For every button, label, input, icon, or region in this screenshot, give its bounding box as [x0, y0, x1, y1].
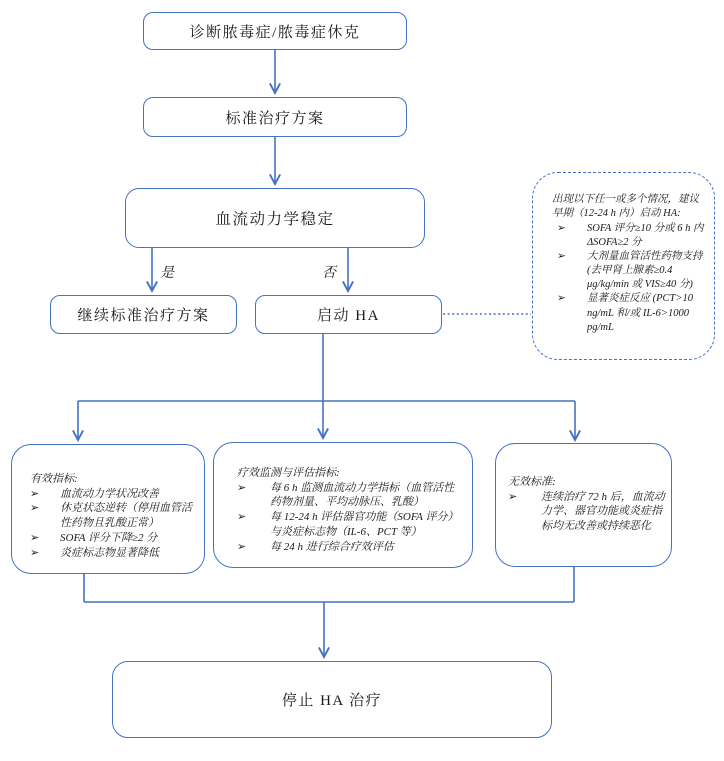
criteria-intro: 出现以下任一或多个情况，建议早期（12-24 h 内）启动 HA: — [552, 194, 699, 220]
branch-label-yes: 是 — [160, 266, 174, 281]
node-continue-standard — [50, 295, 237, 334]
monitoring-evaluation-panel — [213, 442, 473, 568]
arrow-bullet-icon: ➢ — [557, 293, 566, 305]
node-start-ha-label: 启动 HA — [317, 308, 380, 324]
node-continue-standard-label: 继续标准治疗方案 — [77, 308, 210, 324]
arrow-bullet-icon: ➢ — [557, 251, 566, 263]
arrow-bullet-icon: ➢ — [30, 546, 40, 559]
list-item-text: 炎症标志物显著降低 — [60, 546, 159, 559]
list-item — [508, 490, 665, 534]
list-item-text: 休克状态逆转（停用血管活性药物且乳酸正常） — [60, 502, 192, 530]
arrow-bullet-icon: ➢ — [237, 481, 247, 494]
ineffective-title: 无效标准: — [508, 476, 556, 488]
arrow-bullet-icon: ➢ — [30, 487, 40, 500]
arrow-bullet-icon: ➢ — [557, 223, 566, 235]
monitoring-title: 疗效监测与评估指标: — [237, 467, 340, 479]
effective-criteria-panel — [11, 444, 205, 574]
list-item — [237, 540, 464, 555]
list-item-text: 每 24 h 进行综合疗效评估 — [270, 540, 394, 553]
list-item-text: SOFA 评分下降≥2 分 — [60, 531, 158, 544]
list-item — [557, 222, 704, 250]
arrow-bullet-icon: ➢ — [30, 531, 40, 544]
criteria-callout-panel — [532, 172, 715, 360]
node-standard-treatment-label: 标准治疗方案 — [225, 110, 325, 127]
list-item — [237, 510, 464, 539]
list-item — [557, 250, 704, 292]
effective-list — [30, 487, 198, 561]
effective-title: 有效指标: — [30, 473, 78, 485]
list-item — [30, 546, 198, 561]
node-diagnosis — [143, 12, 407, 50]
list-item-text: 显著炎症反应 (PCT>10 ng/mL 和/或 IL-6>1000 pg/mL — [587, 293, 693, 333]
list-item-text: 每 12-24 h 评估器官功能（SOFA 评分）与炎症标志物（IL-6、PCT 等） — [270, 511, 459, 538]
node-diagnosis-label: 诊断脓毒症/脓毒症休克 — [189, 24, 361, 41]
list-item — [30, 487, 198, 502]
node-stop-ha-label: 停止 HA 治疗 — [281, 693, 383, 709]
list-item-text: SOFA 评分≥10 分或 6 h 内ΔSOFA≥2 分 — [587, 223, 704, 249]
node-standard-treatment — [143, 97, 407, 137]
list-item — [237, 481, 464, 510]
list-item-text: 大剂量血管活性药物支持(去甲肾上腺素≥0.4 μg/kg/min 或 VIS≥40 分) — [587, 251, 703, 291]
node-hemodynamics — [125, 188, 425, 248]
arrow-bullet-icon: ➢ — [237, 511, 247, 524]
ineffective-list — [508, 490, 665, 534]
arrow-bullet-icon: ➢ — [237, 540, 247, 553]
node-stop-ha — [112, 661, 552, 738]
arrow-bullet-icon: ➢ — [508, 490, 518, 503]
node-hemodynamics-label: 血流动力学稳定 — [215, 211, 335, 228]
list-item — [30, 531, 198, 546]
criteria-list — [552, 221, 704, 335]
branch-label-no: 否 — [322, 266, 336, 281]
list-item-text: 每 6 h 监测血流动力学指标（血管活性药物剂量、平均动脉压、乳酸） — [270, 481, 455, 509]
ineffective-criteria-panel — [495, 443, 672, 567]
list-item-text: 连续治疗 72 h 后，血流动力学、器官功能或炎症指标均无改善或持续恶化 — [541, 490, 665, 533]
list-item — [30, 501, 198, 530]
list-item-text: 血流动力学状况改善 — [60, 487, 159, 500]
node-start-ha — [255, 295, 442, 334]
monitoring-list — [237, 481, 464, 555]
list-item — [557, 292, 704, 334]
arrow-bullet-icon: ➢ — [30, 502, 40, 515]
